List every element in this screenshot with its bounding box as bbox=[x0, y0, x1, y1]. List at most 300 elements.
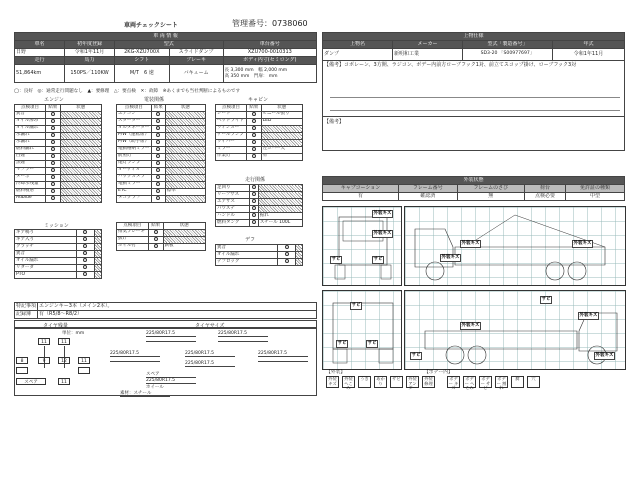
cabin-item: シート bbox=[216, 111, 247, 118]
electrical-state bbox=[165, 167, 205, 174]
electrical-row bbox=[117, 139, 206, 146]
electrical-state bbox=[165, 118, 205, 125]
bs-value-year: 令和1年11月 bbox=[553, 49, 625, 61]
running-state: スチール 100L bbox=[258, 220, 302, 227]
electrical-state bbox=[165, 181, 205, 188]
cabin-result[interactable] bbox=[247, 139, 262, 146]
engine-result[interactable] bbox=[46, 153, 61, 160]
running-title: 走行関係 bbox=[245, 177, 266, 183]
bs-value-name: ダンプ bbox=[323, 49, 393, 61]
engine-row bbox=[15, 167, 102, 174]
tire-header bbox=[14, 320, 317, 328]
running-item: リーフサス bbox=[216, 192, 250, 199]
wheel-label: ホイール bbox=[146, 385, 164, 390]
running-result[interactable] bbox=[249, 199, 258, 206]
electrical-result[interactable] bbox=[151, 181, 165, 188]
doc-title: 車両チェックシート bbox=[124, 22, 178, 29]
electrical-item: エアコン bbox=[117, 111, 152, 118]
electrical-state: 標準 bbox=[165, 188, 205, 195]
tire-size-line-1 bbox=[146, 341, 196, 342]
mission-result[interactable] bbox=[77, 244, 94, 251]
legend-outer-0: 外装キズ bbox=[326, 376, 339, 388]
engine-result[interactable] bbox=[46, 125, 61, 132]
tire-size-rear-right: 225/80R17.5 bbox=[258, 351, 308, 357]
def-result[interactable] bbox=[278, 252, 295, 259]
electrical-result[interactable] bbox=[151, 146, 165, 153]
electrical-result[interactable] bbox=[151, 167, 165, 174]
engine-result[interactable] bbox=[46, 132, 61, 139]
engine-result[interactable] bbox=[46, 111, 61, 118]
label-power: 馬力 bbox=[65, 57, 115, 65]
result-circle-icon bbox=[252, 126, 256, 130]
label-name: 車名 bbox=[15, 41, 65, 49]
mission-item: リターダ bbox=[15, 265, 77, 272]
mission-state bbox=[94, 244, 101, 251]
result-circle-icon bbox=[156, 140, 160, 144]
cabin-state bbox=[261, 125, 302, 132]
electrical-state bbox=[165, 153, 205, 160]
diagram-side-left bbox=[404, 290, 626, 370]
mission-item: クラッチ bbox=[15, 244, 77, 251]
legend-body-2: ボデー サビ bbox=[480, 376, 491, 391]
cabin-item: ワイパー bbox=[216, 139, 247, 146]
result-circle-icon bbox=[285, 252, 289, 256]
def-state bbox=[295, 259, 302, 266]
result-circle-icon bbox=[51, 112, 55, 116]
wheel-state bbox=[163, 229, 205, 236]
engine-item: 黒煙 bbox=[15, 160, 46, 167]
result-circle-icon bbox=[252, 199, 256, 203]
bs-label-model: 型式「製造番号」 bbox=[463, 41, 553, 49]
mission-result[interactable] bbox=[77, 258, 94, 265]
running-item: 燃料タンク bbox=[216, 220, 250, 227]
body-spec-table bbox=[322, 32, 625, 151]
engine-table bbox=[14, 104, 102, 203]
mission-item: PTO bbox=[15, 272, 77, 279]
electrical-result[interactable] bbox=[151, 132, 165, 139]
cabin-result[interactable] bbox=[247, 146, 262, 153]
value-mileage: 51,864km bbox=[15, 65, 65, 83]
engine-row bbox=[15, 188, 102, 195]
cabin-item: ミラー bbox=[216, 146, 247, 153]
wheel-item: 抜け bbox=[117, 236, 149, 243]
result-circle-icon bbox=[51, 161, 55, 165]
notes-rule-2 bbox=[330, 110, 620, 111]
engine-state bbox=[60, 188, 101, 195]
electrical-row bbox=[117, 118, 206, 125]
tire-size-line-4 bbox=[258, 361, 308, 362]
legend-body-label: 【ボデー内】 bbox=[424, 370, 453, 375]
exterior-table bbox=[322, 176, 625, 201]
engine-result[interactable] bbox=[46, 118, 61, 125]
mission-result[interactable] bbox=[77, 251, 94, 258]
running-table bbox=[215, 184, 303, 227]
label-brake: ブレーキ bbox=[169, 57, 223, 65]
result-circle-icon bbox=[252, 147, 256, 151]
engine-row bbox=[15, 146, 102, 153]
electrical-row bbox=[117, 125, 206, 132]
wheel-row bbox=[117, 243, 206, 250]
electrical-row bbox=[117, 174, 206, 181]
damage-tag-3: サビ bbox=[330, 256, 342, 264]
legend-outer-3: あかり bbox=[374, 376, 387, 388]
cabin-row bbox=[216, 139, 303, 146]
result-circle-icon bbox=[51, 133, 55, 137]
result-circle-icon bbox=[285, 259, 289, 263]
mission-item: ギア入り bbox=[15, 237, 77, 244]
running-result[interactable] bbox=[249, 185, 258, 192]
electrical-state bbox=[165, 111, 205, 118]
electrical-result[interactable] bbox=[151, 153, 165, 160]
engine-result[interactable] bbox=[46, 188, 61, 195]
label-chassis: 車台番号 bbox=[223, 41, 316, 49]
damage-tag-8: サビ bbox=[350, 302, 362, 310]
engine-row bbox=[15, 111, 102, 118]
special-label: 特記事項 bbox=[16, 303, 37, 309]
cabin-item: ウィンカー bbox=[216, 125, 247, 132]
electrical-item: オーディオ bbox=[117, 167, 152, 174]
diagram-front bbox=[322, 206, 402, 286]
result-circle-icon bbox=[154, 237, 158, 241]
electrical-result[interactable] bbox=[151, 111, 165, 118]
ext-val-0: 有 bbox=[323, 193, 399, 201]
engine-item: ターボ bbox=[15, 174, 46, 181]
label-mileage: 走行 bbox=[15, 57, 65, 65]
engine-result[interactable] bbox=[46, 146, 61, 153]
def-row bbox=[216, 245, 303, 252]
wheel-result[interactable] bbox=[148, 236, 163, 243]
engine-state bbox=[60, 174, 101, 181]
bs-memo bbox=[323, 117, 625, 151]
engine-state bbox=[60, 125, 101, 132]
engine-item: 燃料噴射 bbox=[15, 188, 46, 195]
cabin-state: 有 bbox=[261, 153, 302, 160]
tire-rear-right-outer: 11 bbox=[78, 357, 90, 364]
running-state: 振れ bbox=[258, 213, 302, 220]
exterior-header: 外装状態 bbox=[323, 177, 625, 185]
mission-row bbox=[15, 230, 102, 237]
wheel-row bbox=[117, 236, 206, 243]
running-result[interactable] bbox=[249, 206, 258, 213]
engine-state bbox=[60, 111, 101, 118]
engine-state bbox=[60, 167, 101, 174]
legend-outer-5: 外装 アンダー bbox=[406, 376, 419, 388]
running-item: ハンドル bbox=[216, 213, 250, 220]
result-circle-icon bbox=[252, 213, 256, 217]
tire-spare-value: 11 bbox=[58, 378, 70, 385]
bs-value-model: SD3-20 「S00977697」 bbox=[463, 49, 553, 61]
tire-size-rear-left: 225/80R17.5 bbox=[110, 351, 160, 357]
tire-size-rear-mid: 225/80R17.5 bbox=[185, 351, 235, 357]
damage-tag-13: 外装キズ bbox=[578, 312, 599, 320]
wheel-result[interactable] bbox=[148, 243, 163, 250]
wheel-value: 素材：スチール bbox=[120, 390, 170, 397]
result-circle-icon bbox=[252, 140, 256, 144]
mission-table bbox=[14, 229, 102, 279]
damage-tag-2: 外装キズ bbox=[372, 230, 393, 238]
tire-spec-title: タイヤサイズ bbox=[195, 323, 225, 329]
electrical-item: P/W（助手席） bbox=[118, 139, 150, 145]
engine-state bbox=[60, 146, 101, 153]
result-circle-icon bbox=[83, 272, 87, 276]
cabin-result[interactable] bbox=[247, 111, 262, 118]
wheel-result[interactable] bbox=[148, 229, 163, 236]
result-circle-icon bbox=[156, 175, 160, 179]
bs-value-maker: 新明和工業 bbox=[393, 49, 463, 61]
ext-col-4: 免許証の種類 bbox=[566, 185, 625, 193]
mission-state bbox=[94, 272, 101, 279]
wheel-item: 排気ブレーキ bbox=[117, 229, 149, 236]
dim-width-unit: mm bbox=[278, 67, 288, 73]
legend-outer-2: うき bbox=[358, 376, 371, 388]
damage-tag-14: サビ bbox=[410, 352, 422, 360]
wheel-row bbox=[117, 229, 206, 236]
engine-row bbox=[15, 139, 102, 146]
tire-size-front-right: 225/80R17.5 bbox=[218, 331, 268, 337]
tire-rear-left-outer: 8 bbox=[16, 357, 28, 364]
result-circle-icon bbox=[156, 196, 160, 200]
legend-outer-4: サビ bbox=[390, 376, 403, 388]
electrical-item: ETC bbox=[117, 188, 152, 195]
electrical-item: 電動格納ミラー bbox=[118, 146, 150, 152]
engine-state bbox=[60, 181, 101, 188]
electrical-result[interactable] bbox=[151, 139, 165, 146]
result-circle-icon bbox=[51, 147, 55, 151]
mission-result[interactable] bbox=[77, 230, 94, 237]
result-circle-icon bbox=[156, 112, 160, 116]
body-spec-header: 上物仕様 bbox=[323, 33, 625, 41]
result-circle-icon bbox=[252, 185, 256, 189]
label-body-dims: ボディ内寸(セミロング) bbox=[223, 57, 316, 65]
cabin-col-2: 状態 bbox=[261, 105, 302, 112]
value-shift bbox=[115, 65, 170, 83]
running-result[interactable] bbox=[249, 192, 258, 199]
electrical-result[interactable] bbox=[151, 195, 165, 202]
electrical-title: 電装関係 bbox=[144, 97, 165, 103]
tire-size-line-2 bbox=[218, 341, 268, 342]
mission-result[interactable] bbox=[77, 272, 94, 279]
engine-result[interactable] bbox=[46, 167, 61, 174]
electrical-state bbox=[165, 146, 205, 153]
value-first-reg: 令和1年11月 bbox=[65, 49, 115, 57]
cabin-result[interactable] bbox=[247, 132, 262, 139]
def-result[interactable] bbox=[278, 259, 295, 266]
engine-row bbox=[15, 174, 102, 181]
running-row bbox=[216, 192, 303, 199]
electrical-result[interactable] bbox=[151, 118, 165, 125]
mission-row bbox=[15, 265, 102, 272]
ext-col-1: フレーム番号 bbox=[398, 185, 457, 193]
mission-state bbox=[94, 230, 101, 237]
engine-state bbox=[60, 195, 101, 202]
damage-tag-10: サビ bbox=[366, 340, 378, 348]
cabin-state: LED bbox=[261, 118, 302, 125]
dim-length: 長 3,300 bbox=[224, 67, 244, 73]
value-brake: バキューム bbox=[169, 65, 223, 83]
record-label: 記録簿 bbox=[15, 311, 38, 319]
mission-title: ミッション bbox=[44, 223, 69, 229]
result-circle-icon bbox=[252, 192, 256, 196]
truck-right-svg bbox=[405, 207, 627, 287]
electrical-col-2: 状態 bbox=[165, 105, 205, 112]
engine-result[interactable] bbox=[46, 195, 61, 202]
result-circle-icon bbox=[156, 119, 160, 123]
wheel-item: ホイル付 bbox=[117, 243, 149, 250]
bs-memo-label: 【備考】 bbox=[324, 119, 345, 125]
engine-state bbox=[60, 139, 101, 146]
bs-notes bbox=[323, 61, 625, 117]
def-state bbox=[295, 245, 302, 252]
electrical-row bbox=[117, 111, 206, 118]
running-state bbox=[258, 185, 302, 192]
tire-size-front-left: 225/80R17.5 bbox=[146, 331, 196, 337]
cabin-title: キャビン bbox=[248, 97, 269, 103]
mission-row bbox=[15, 237, 102, 244]
label-shift: シフト bbox=[115, 57, 170, 65]
cabin-state: ビニール張り bbox=[261, 111, 302, 118]
electrical-result[interactable] bbox=[151, 125, 165, 132]
running-state bbox=[258, 206, 302, 213]
ext-col-3: 荷台 bbox=[524, 185, 565, 193]
electrical-state bbox=[165, 195, 205, 202]
result-circle-icon bbox=[51, 182, 55, 186]
value-power: 150PS／110KW bbox=[65, 65, 115, 83]
result-circle-icon bbox=[156, 168, 160, 172]
wheel-state: 鉄板 bbox=[163, 243, 205, 250]
damage-tag-7: 外装キズ bbox=[572, 240, 593, 248]
damage-tag-6: 外装キズ bbox=[440, 254, 461, 262]
tire-unit: 単位：mm bbox=[62, 331, 85, 336]
electrical-row bbox=[117, 153, 206, 160]
electrical-item: 前照灯 bbox=[117, 153, 152, 160]
engine-row bbox=[15, 153, 102, 160]
ext-col-2: フレームのさび bbox=[457, 185, 524, 193]
damage-tag-1: 外装キズ bbox=[372, 210, 393, 218]
engine-item: Adblue bbox=[15, 195, 46, 202]
wheel-state bbox=[163, 236, 205, 243]
running-item: 足回り bbox=[216, 185, 250, 192]
damage-tag-15: 外装キズ bbox=[594, 352, 615, 360]
electrical-result[interactable] bbox=[151, 188, 165, 195]
result-circle-icon bbox=[51, 154, 55, 158]
ext-col-0: キャブコーション bbox=[323, 185, 399, 193]
def-item: 異音 bbox=[216, 245, 278, 252]
mission-state bbox=[94, 237, 101, 244]
electrical-state bbox=[165, 125, 205, 132]
mission-item: ギア鳴り bbox=[15, 230, 77, 237]
wheel-col-0: 点検項目 bbox=[117, 223, 149, 230]
electrical-row bbox=[117, 167, 206, 174]
cabin-result[interactable] bbox=[247, 118, 262, 125]
value-gears: 6 速 bbox=[143, 70, 154, 76]
engine-col-2: 状態 bbox=[60, 105, 101, 112]
running-item: エアサス bbox=[216, 199, 250, 206]
legend-outer-1: 外装へこみ bbox=[342, 376, 355, 388]
mission-result[interactable] bbox=[77, 237, 94, 244]
dim-width: 幅 2,000 bbox=[258, 67, 277, 73]
cabin-col-0: 点検項目 bbox=[216, 105, 247, 112]
running-result[interactable] bbox=[249, 213, 258, 220]
electrical-state bbox=[165, 132, 205, 139]
electrical-state bbox=[165, 160, 205, 167]
bs-notes-text: コボレーン、3方開、ラジコン、ボデー内前方ローブフック1対、前立てスコップ掛け、ローブフック3対 bbox=[344, 62, 577, 68]
result-circle-icon bbox=[156, 189, 160, 193]
special-text: エンジンキー3本（メイン2本）。 bbox=[38, 303, 317, 311]
engine-col-1: 結果 bbox=[46, 105, 61, 112]
electrical-state bbox=[165, 174, 205, 181]
legend-top: ◯：良好 ◎：通常走行問題なし ▲：要修理 △：要点検 ✕：故障 ※あくまでも当社判断によるものです bbox=[14, 89, 241, 94]
dim-length-unit: mm bbox=[244, 67, 254, 73]
bs-label-year: 年式 bbox=[553, 41, 625, 49]
running-row bbox=[216, 185, 303, 192]
bs-notes-label: 【備考】 bbox=[324, 62, 345, 68]
truck-front-svg bbox=[323, 207, 403, 287]
mission-row bbox=[15, 272, 102, 279]
engine-row bbox=[15, 181, 102, 188]
def-item: デフロック bbox=[216, 259, 278, 266]
value-shift-type: M/T bbox=[129, 70, 139, 76]
ext-val-3: 点検必要 bbox=[524, 193, 565, 201]
result-circle-icon bbox=[156, 161, 160, 165]
legend-body-3: ボデー 割れ bbox=[496, 376, 507, 391]
electrical-row bbox=[117, 181, 206, 188]
def-item: オイル漏れ bbox=[216, 252, 278, 259]
engine-result[interactable] bbox=[46, 174, 61, 181]
result-circle-icon bbox=[252, 119, 256, 123]
running-item: パワステ bbox=[216, 206, 250, 213]
result-circle-icon bbox=[156, 182, 160, 186]
engine-result[interactable] bbox=[46, 160, 61, 167]
result-circle-icon bbox=[51, 175, 55, 179]
engine-row bbox=[15, 125, 102, 132]
engine-row bbox=[15, 195, 102, 202]
engine-result[interactable] bbox=[46, 181, 61, 188]
def-result[interactable] bbox=[278, 245, 295, 252]
engine-item: 異音 bbox=[15, 111, 46, 118]
dim-height-unit: mm bbox=[240, 73, 250, 79]
tire-rear-right-inner: 12 bbox=[58, 357, 70, 364]
mission-state bbox=[94, 251, 101, 258]
running-result[interactable] bbox=[249, 220, 258, 227]
electrical-row bbox=[117, 195, 206, 202]
tire-rear-left-inner: 9 bbox=[38, 357, 50, 364]
wheel-col-1: 結果 bbox=[148, 223, 163, 230]
cabin-result[interactable] bbox=[247, 153, 262, 160]
cabin-state bbox=[261, 132, 302, 139]
electrical-item: オルタネーター bbox=[118, 125, 150, 131]
engine-title: エンジン bbox=[44, 97, 64, 103]
engine-result[interactable] bbox=[46, 139, 61, 146]
electrical-result[interactable] bbox=[151, 160, 165, 167]
tire-front-left: 11 bbox=[38, 338, 50, 345]
engine-row bbox=[15, 132, 102, 139]
mission-row bbox=[15, 251, 102, 258]
tire-blank-1 bbox=[16, 367, 28, 374]
mission-row bbox=[15, 258, 102, 265]
def-title: デフ bbox=[245, 237, 256, 243]
electrical-result[interactable] bbox=[151, 174, 165, 181]
truck-rear-svg bbox=[323, 291, 403, 371]
bs-label-maker: メーカー bbox=[393, 41, 463, 49]
mission-result[interactable] bbox=[77, 265, 94, 272]
running-row bbox=[216, 199, 303, 206]
result-circle-icon bbox=[285, 245, 289, 249]
remarks-table bbox=[14, 302, 317, 319]
mission-item: 異音 bbox=[15, 251, 77, 258]
cabin-result[interactable] bbox=[247, 125, 262, 132]
result-circle-icon bbox=[252, 220, 256, 224]
legend-body-5: 穴 bbox=[527, 376, 540, 388]
